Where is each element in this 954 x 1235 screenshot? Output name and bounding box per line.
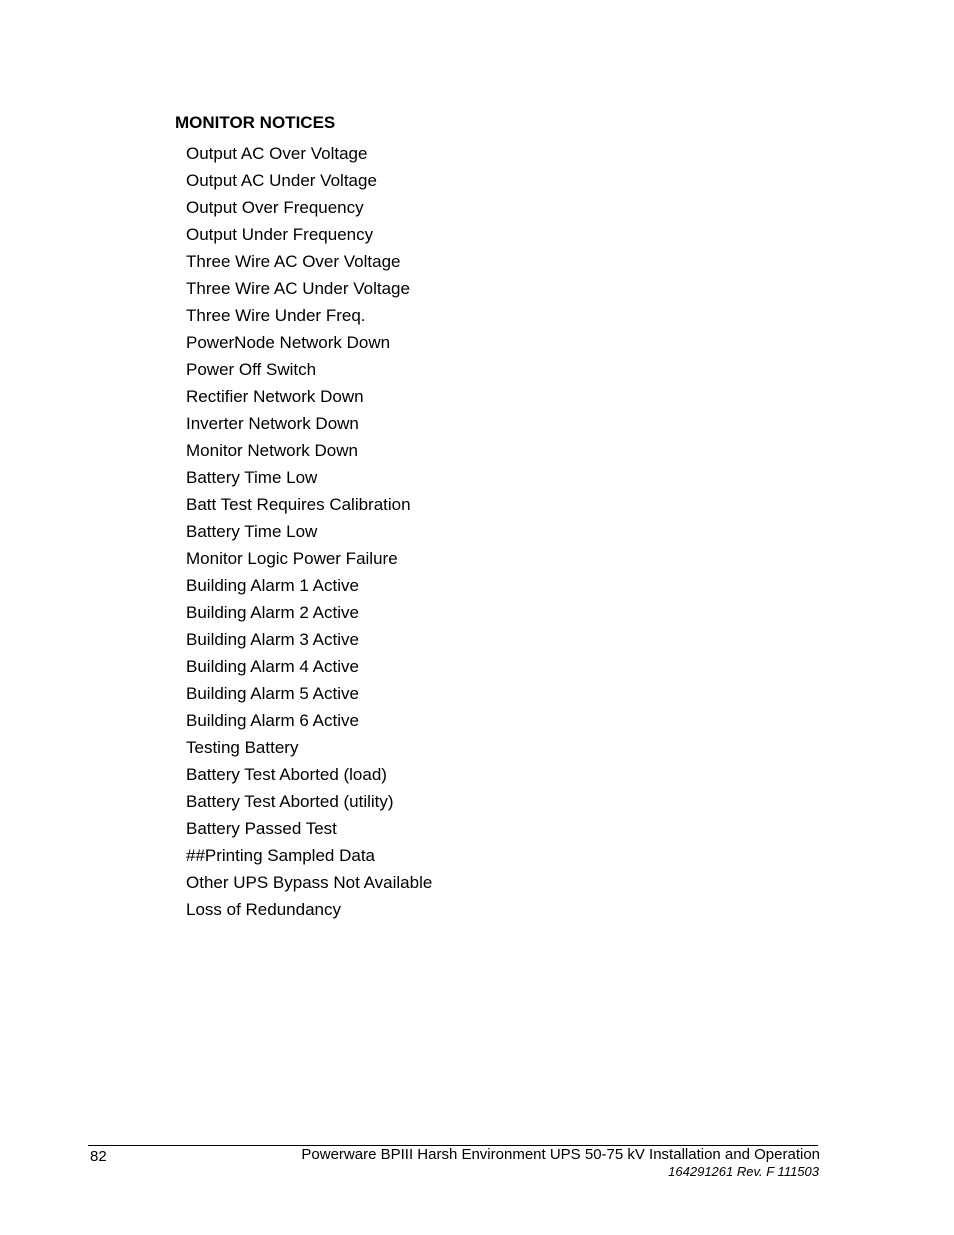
list-item: Output Under Frequency: [186, 225, 374, 244]
list-item: Battery Test Aborted (load): [186, 765, 387, 784]
list-item: Output AC Over Voltage: [186, 144, 368, 163]
list-item: Loss of Redundancy: [186, 900, 341, 919]
list-item: Rectifier Network Down: [186, 387, 364, 406]
list-item: Inverter Network Down: [186, 414, 359, 433]
list-item: Three Wire AC Over Voltage: [186, 252, 401, 271]
list-item: Building Alarm 6 Active: [186, 711, 359, 730]
list-item: Building Alarm 2 Active: [186, 603, 359, 622]
list-item: ##Printing Sampled Data: [186, 846, 376, 865]
list-item: Battery Test Aborted (utility): [186, 792, 394, 811]
list-item: Batt Test Requires Calibration: [186, 495, 411, 514]
list-item: Building Alarm 4 Active: [186, 657, 359, 676]
list-item: Monitor Network Down: [186, 441, 358, 460]
list-item: Battery Passed Test: [186, 819, 337, 838]
section-title: MONITOR NOTICES: [175, 113, 336, 132]
list-item: Building Alarm 1 Active: [186, 576, 359, 595]
list-item: Three Wire AC Under Voltage: [186, 279, 410, 298]
list-item: Monitor Logic Power Failure: [186, 549, 398, 568]
list-item: Output Over Frequency: [186, 198, 364, 217]
document-title: Powerware BPIII Harsh Environment UPS 50-75 kV Installation and Operation: [301, 1146, 820, 1163]
list-item: Battery Time Low: [186, 468, 318, 487]
list-item: Other UPS Bypass Not Available: [186, 873, 433, 892]
list-item: Output AC Under Voltage: [186, 171, 377, 190]
list-item: PowerNode Network Down: [186, 333, 391, 352]
monitor-notices-list: [186, 140, 432, 923]
list-item: Three Wire Under Freq.: [186, 306, 366, 325]
list-item: Battery Time Low: [186, 522, 318, 541]
list-item: Building Alarm 5 Active: [186, 684, 359, 703]
document-revision: 164291261 Rev. F 111503: [668, 1164, 819, 1179]
list-item: Testing Battery: [186, 738, 299, 757]
list-item: Building Alarm 3 Active: [186, 630, 359, 649]
page-number: 82: [90, 1148, 107, 1165]
list-item: Power Off Switch: [186, 360, 317, 379]
